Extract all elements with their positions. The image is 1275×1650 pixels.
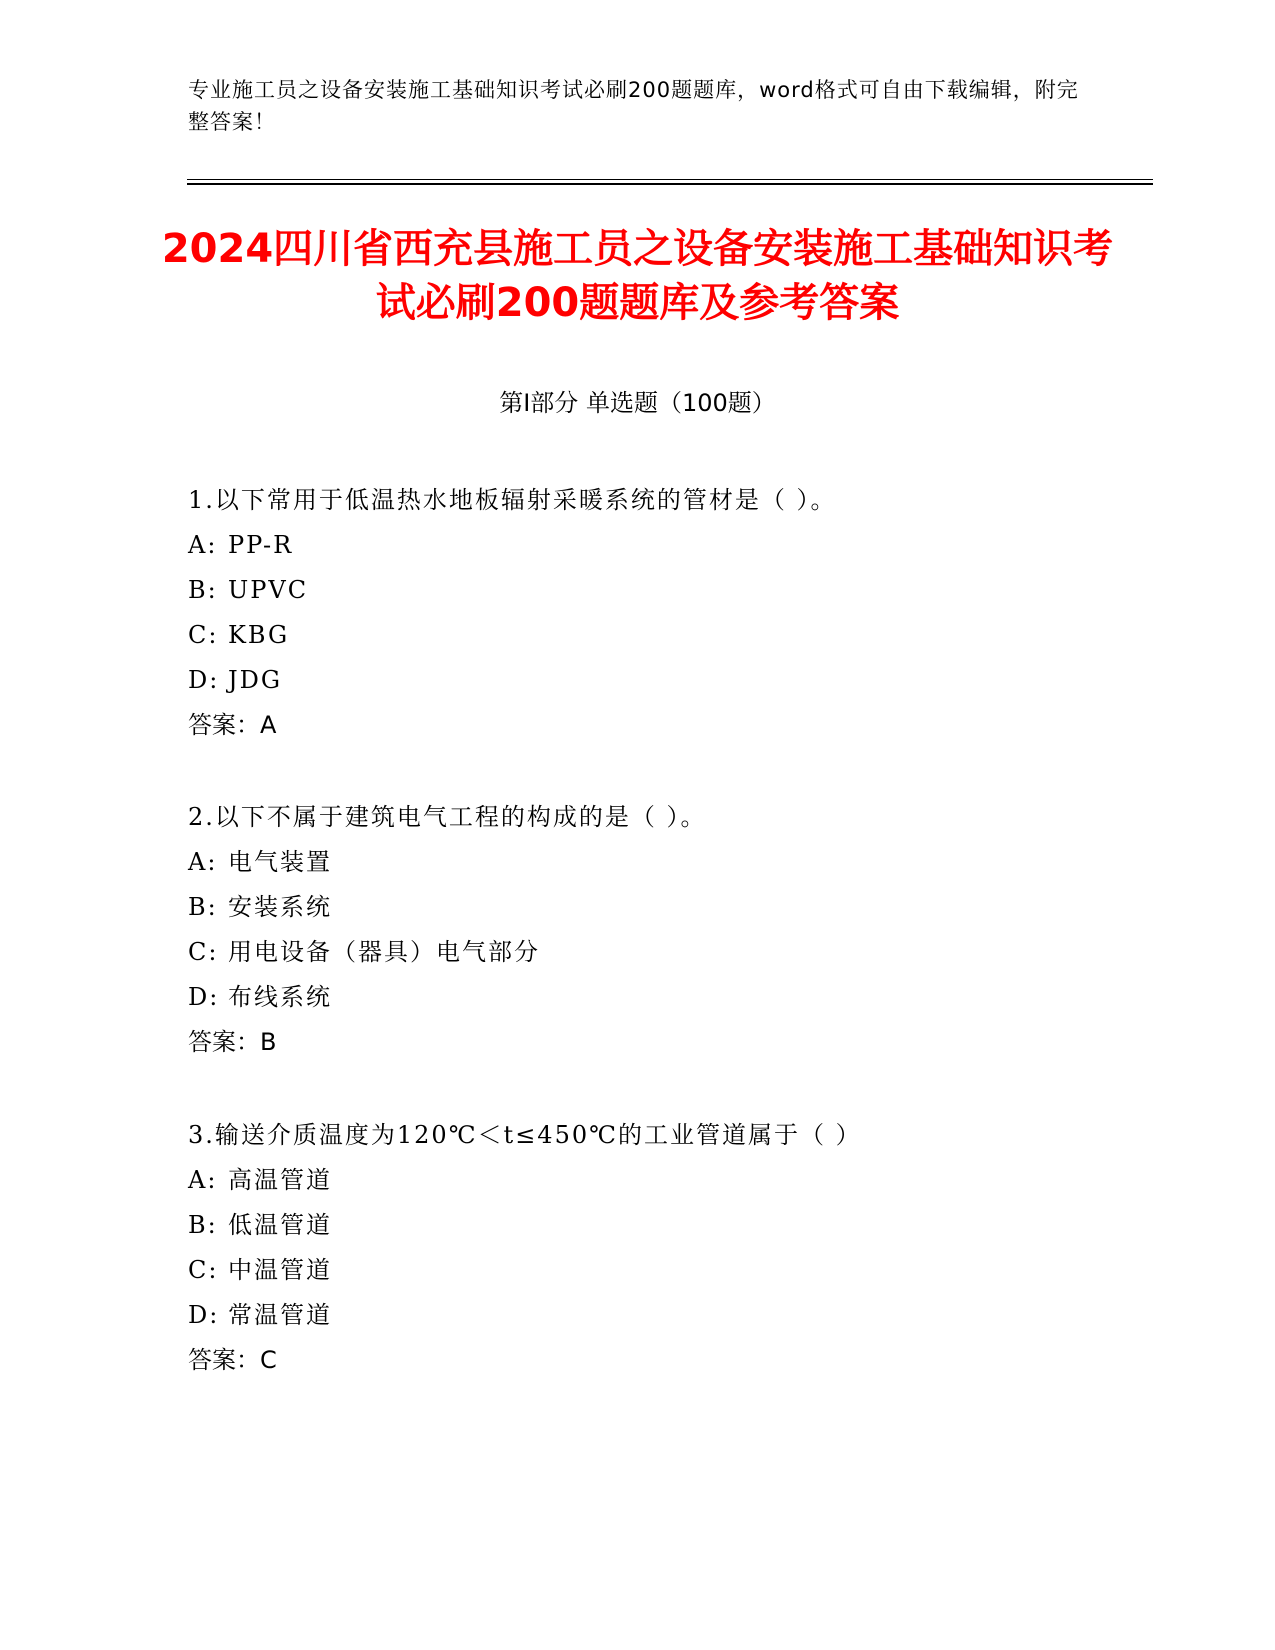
- option-key: A:: [188, 1166, 218, 1194]
- header-note: 专业施工员之设备安装施工基础知识考试必刷200题题库，word格式可自由下载编辑，附完整答案！: [188, 78, 1079, 134]
- option-c: [188, 613, 1148, 658]
- option-key: C:: [188, 938, 219, 966]
- option-text: JDG: [228, 666, 283, 694]
- option-text: PP-R: [228, 531, 294, 559]
- option-a: [188, 840, 1148, 885]
- option-text: 用电设备（器具）电气部分: [228, 938, 540, 966]
- option-text: KBG: [228, 621, 290, 649]
- option-text: 中温管道: [228, 1256, 332, 1284]
- question-stem: 1.以下常用于低温热水地板辐射采暖系统的管材是（ ）。: [188, 486, 837, 514]
- option-d: [188, 658, 1148, 703]
- option-key: B:: [188, 1211, 218, 1239]
- answer-line: 答案：A: [188, 711, 277, 739]
- question-stem: 2.以下不属于建筑电气工程的构成的是（ ）。: [188, 803, 707, 831]
- question-stem: 3.输送介质温度为120℃＜t≤450℃的工业管道属于（ ）: [188, 1121, 862, 1149]
- option-text: 安装系统: [228, 893, 332, 921]
- header-divider-thick: [187, 183, 1153, 185]
- option-a: [188, 1158, 1148, 1203]
- option-b: [188, 1203, 1148, 1248]
- option-key: B:: [188, 893, 218, 921]
- option-a: [188, 523, 1148, 568]
- question-block: [188, 478, 1148, 748]
- option-key: D:: [188, 666, 220, 694]
- option-text: 布线系统: [228, 983, 332, 1011]
- option-b: [188, 885, 1148, 930]
- option-d: [188, 975, 1148, 1020]
- option-key: C:: [188, 621, 219, 649]
- option-text: 常温管道: [228, 1301, 332, 1329]
- option-text: UPVC: [228, 576, 309, 604]
- option-c: [188, 1248, 1148, 1293]
- document-title: 2024四川省西充县施工员之设备安装施工基础知识考试必刷200题题库及参考答案: [161, 226, 1114, 326]
- header-divider-thin: [187, 179, 1153, 180]
- option-text: 低温管道: [228, 1211, 332, 1239]
- option-key: D:: [188, 1301, 220, 1329]
- option-key: A:: [188, 848, 218, 876]
- answer-line: 答案：C: [188, 1346, 277, 1374]
- question-block: [188, 1113, 1148, 1383]
- option-key: B:: [188, 576, 218, 604]
- option-text: 高温管道: [228, 1166, 332, 1194]
- answer-line: 答案：B: [188, 1028, 277, 1056]
- option-d: [188, 1293, 1148, 1338]
- option-key: D:: [188, 983, 220, 1011]
- option-key: C:: [188, 1256, 219, 1284]
- section-heading: 第Ⅰ部分 单选题（100题）: [499, 389, 776, 417]
- option-text: 电气装置: [228, 848, 332, 876]
- option-key: A:: [188, 531, 218, 559]
- option-b: [188, 568, 1148, 613]
- option-c: [188, 930, 1148, 975]
- question-block: [188, 795, 1148, 1065]
